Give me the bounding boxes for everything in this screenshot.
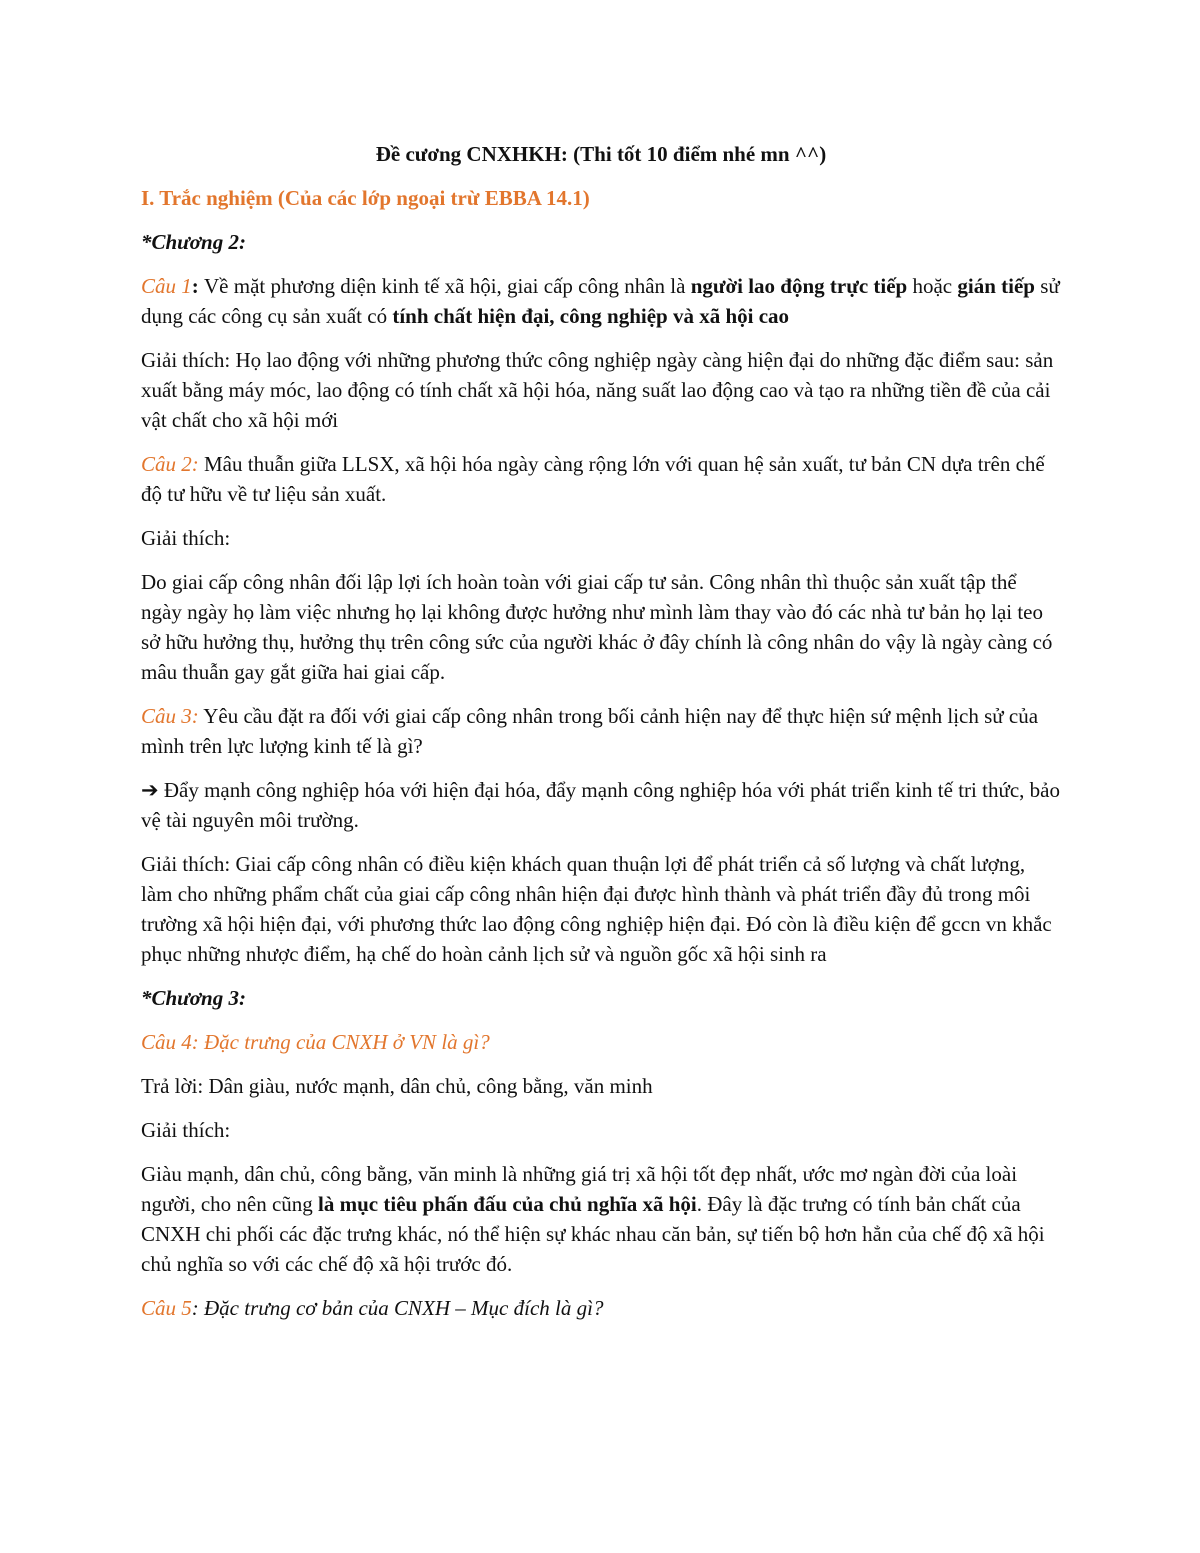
question-2-label: Câu 2: [141,452,199,476]
document-body [141,139,1061,1337]
question-1-bold-direct-worker: người lao động trực tiếp [690,274,908,298]
explanation-3: Giải thích: Giai cấp công nhân có điều kiện khách quan thuận lợi để phát triển cả số lượng và chất lượng, làm cho những phẩm chất của giai cấp công nhân hiện đại được hình thành và phát triển đầy đủ trong môi trường xã hội hiện đại, với phương thức lao động công nghiệp hiện đại. Đó còn là điều kiện để gccn vn khắc phục những nhược điểm, hạ chế do hoàn cảnh lịch sử và nguồn gốc xã hội sinh ra [141,852,1052,966]
question-4 [141,1027,1061,1057]
explanation-4-text-part2: . Đây là đặc trưng có tính bản chất của CNXH chi phối các đặc trưng khác, nó thể hiện sự khác nhau căn bản, sự tiến bộ hơn hẳn của chế độ xã hội chủ nghĩa so với các chế độ xã hội trước đó. [141,1192,1045,1276]
explanation-2-label: Giải thích: [141,526,231,550]
chapter-3-heading: *Chương 3: [141,986,246,1010]
question-3 [141,701,1061,761]
question-1-text-part3: sử dụng các công cụ sản xuất có [141,274,1060,328]
question-1 [141,271,1061,331]
question-1-bold-indirect: gián tiếp [957,274,1035,298]
question-1-label: Câu 1 [141,274,192,298]
question-3-label: Câu 3: [141,704,199,728]
question-5 [141,1293,1061,1323]
explanation-4-label: Giải thích: [141,1118,231,1142]
explanation-2: Do giai cấp công nhân đối lập lợi ích hoàn toàn với giai cấp tư sản. Công nhân thì thuộc sản xuất tập thể ngày ngày họ làm việc nhưng họ lại không được hưởng như mình làm thay vào đó các nhà tư bản họ lại teo sở hữu hưởng thụ, hưởng thụ trên công sức của người khác ở đây chính là công nhân do vậy là ngày càng có mâu thuẫn gay gắt giữa hai giai cấp. [141,570,1053,684]
question-1-text-part2: hoặc [907,274,958,298]
question-4-label: Câu 4: [141,1030,199,1054]
chapter-2-heading: *Chương 2: [141,230,246,254]
section-heading-multiple-choice: I. Trắc nghiệm (Của các lớp ngoại trừ EBBA 14.1) [141,186,590,210]
question-4-text: Đặc trưng của CNXH ở VN là gì? [198,1030,490,1054]
question-2-text: Mâu thuẫn giữa LLSX, xã hội hóa ngày càng rộng lớn với quan hệ sản xuất, tư bản CN dựa trên chế độ tư hữu về tư liệu sản xuất. [141,452,1045,506]
question-2 [141,449,1061,509]
question-1-colon: : [191,274,205,298]
question-5-text: : Đặc trưng cơ bản của CNXH – Mục đích là gì? [191,1296,604,1320]
answer-4: Trả lời: Dân giàu, nước mạnh, dân chủ, công bằng, văn minh [141,1074,653,1098]
question-5-label: Câu 5 [141,1296,192,1320]
question-1-bold-modern-nature: tính chất hiện đại, công nghiệp và xã hội cao [392,304,790,328]
answer-3: ➔ Đẩy mạnh công nghiệp hóa với hiện đại hóa, đẩy mạnh công nghiệp hóa với phát triển kinh tế tri thức, bảo vệ tài nguyên môi trường. [141,778,1060,832]
explanation-4-bold-goal: là mục tiêu phấn đấu của chủ nghĩa xã hội [318,1192,697,1216]
question-3-text: Yêu cầu đặt ra đối với giai cấp công nhân trong bối cảnh hiện nay để thực hiện sứ mệnh lịch sử của mình trên lực lượng kinh tế là gì? [141,704,1039,758]
document-title: Đề cương CNXHKH: (Thi tốt 10 điểm nhé mn ^^) [375,142,827,166]
explanation-4 [141,1159,1061,1279]
explanation-4-text-part1: Giàu mạnh, dân chủ, công bằng, văn minh là những giá trị xã hội tốt đẹp nhất, ước mơ ngàn đời của loài người, cho nên cũng [141,1162,1018,1216]
question-1-text-part1: Về mặt phương diện kinh tế xã hội, giai cấp công nhân là [204,274,691,298]
explanation-1: Giải thích: Họ lao động với những phương thức công nghiệp ngày càng hiện đại do những đặc điểm sau: sản xuất bằng máy móc, lao động có tính chất xã hội hóa, năng suất lao động cao và tạo ra những tiền đề của cải vật chất cho xã hội mới [141,348,1054,432]
